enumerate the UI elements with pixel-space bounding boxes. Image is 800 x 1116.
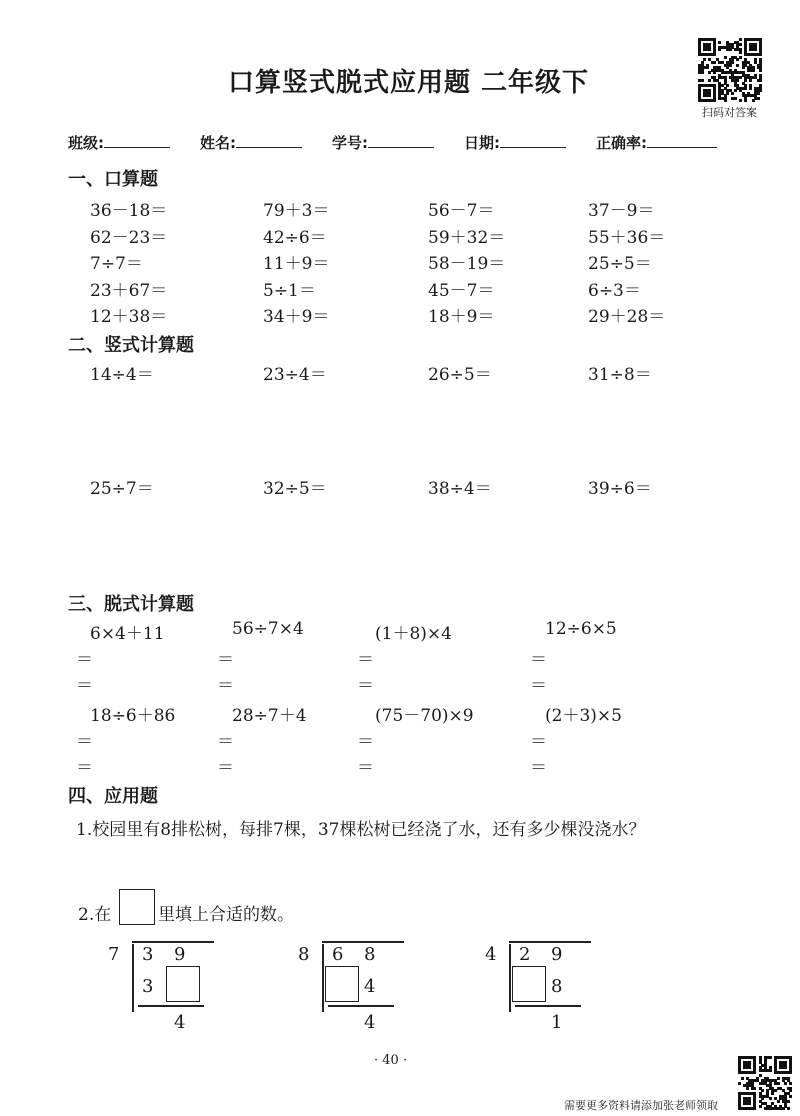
name-blank[interactable] [236,133,302,148]
division-bracket-vertical [132,944,134,1012]
qr-module [736,58,739,61]
word-problem-2-prefix: 2.在 [78,905,112,925]
qr-caption: 扫码对答案 [702,106,757,119]
divisor: 7 [108,944,120,965]
equals-sign: ＝ [357,758,374,778]
qr-module [713,61,716,64]
remainder-digit: 1 [551,1012,563,1033]
qr-module [789,1071,792,1074]
oral-problem: 36－18＝ [90,201,168,221]
qr-module [744,99,747,102]
info-accuracy [596,132,717,153]
qr-module [739,99,742,102]
section-oral-title: 一、口算题 [68,169,158,190]
qr-module [713,53,716,56]
divisor: 8 [298,944,310,965]
qr-module [706,66,709,69]
qr-module [753,1071,756,1074]
equals-sign: ＝ [357,650,374,670]
qr-module [738,1082,741,1085]
answer-qr-code[interactable] [698,38,762,102]
vertical-problem: 32÷5＝ [263,479,327,499]
equals-sign: ＝ [357,732,374,752]
vertical-problem: 26÷5＝ [428,365,492,385]
equals-sign: ＝ [530,758,547,778]
equals-sign: ＝ [217,650,234,670]
qr-module [769,1097,772,1100]
stepwise-expression: 18÷6＋86 [90,706,176,726]
oral-problem: 45－7＝ [428,280,495,301]
qr-module [787,1100,790,1103]
remainder-digit: 4 [174,1012,186,1033]
equals-sign: ＝ [76,650,93,670]
oral-problem: 12＋38＝ [90,307,168,327]
qr-module [752,69,755,72]
info-accuracy-label: 正确率: [596,134,647,152]
qr-module [761,1097,764,1100]
division-bracket-vertical [509,944,511,1012]
oral-problem: 37－9＝ [588,201,655,221]
qr-module [789,1095,792,1098]
qr-module [736,64,739,67]
equals-sign: ＝ [217,676,234,696]
page-title: 口算竖式脱式应用题 二年级下 [228,68,590,98]
oral-problem: 79＋3＝ [263,201,330,221]
equals-sign: ＝ [217,758,234,778]
division-bracket-vertical [322,944,324,1012]
info-name-label: 姓名: [200,134,236,152]
qr-module [744,87,747,90]
section-vertical-title: 二、竖式计算题 [68,335,194,356]
qr-module [734,89,737,92]
footer-note: 需要更多资料请添加张老师领取 [564,1099,718,1112]
qr-module [746,1087,749,1090]
qr-module [777,1100,780,1103]
qr-module [789,1089,792,1092]
qr-module [708,79,711,82]
equals-sign: ＝ [357,676,374,696]
oral-problem: 5÷1＝ [263,280,316,301]
qr-module [734,97,737,100]
oral-problem: 6÷3＝ [588,280,641,301]
product-digit: 3 [142,976,154,997]
qr-module [731,92,734,95]
dividend-digit: 6 [332,944,344,965]
qr-module [729,64,732,67]
qr-module [757,92,760,95]
footer-qr-code[interactable] [738,1056,792,1110]
info-date-label: 日期: [464,134,500,152]
equals-sign: ＝ [530,676,547,696]
divisor: 4 [485,944,497,965]
qr-module [757,97,760,100]
answer-box-sample [119,889,155,925]
dividend-digit: 8 [364,944,376,965]
qr-module [739,43,742,46]
qr-module [752,99,755,102]
division-bracket-top [322,941,404,943]
qr-module [742,66,745,69]
qr-module [759,53,762,56]
qr-module [777,1077,780,1080]
qr-module [782,1107,785,1110]
answer-box[interactable] [166,966,200,1002]
stepwise-expression: (75－70)×9 [375,706,474,726]
dividend-digit: 2 [519,944,531,965]
oral-problem: 25÷5＝ [588,254,652,274]
qr-module [771,1092,774,1095]
vertical-problem: 25÷7＝ [90,479,154,499]
oral-problem: 55＋36＝ [588,227,666,248]
student-no-blank[interactable] [368,133,434,148]
qr-module [759,1105,762,1108]
qr-module [774,1089,777,1092]
word-problem-1: 1.校园里有8排松树，每排7棵，37棵松树已经浇了水，还有多少棵没浇水？ [76,820,646,840]
stepwise-expression: (2＋3)×5 [545,706,622,726]
qr-module [748,1102,751,1105]
qr-module [754,48,757,51]
vertical-problem: 14÷4＝ [90,365,154,385]
qr-module [726,92,729,95]
vertical-problem: 31÷8＝ [588,365,652,385]
stepwise-expression: 6×4＋11 [90,624,165,644]
qr-module [759,69,762,72]
qr-module [759,79,762,82]
qr-module [701,71,704,74]
qr-module [701,79,704,82]
info-date [464,132,566,153]
qr-module [739,51,742,54]
qr-module [784,1066,787,1069]
oral-problem: 18＋9＝ [428,307,495,327]
dividend-digit: 9 [174,944,186,965]
qr-module [787,1107,790,1110]
division-bracket-top [509,941,591,943]
date-blank[interactable] [500,133,566,148]
equals-sign: ＝ [530,650,547,670]
product-digit: 8 [551,976,563,997]
stepwise-expression: 12÷6×5 [545,619,617,639]
word-problem-2-suffix: 里填上合适的数。 [158,905,294,925]
class-blank[interactable] [104,133,170,148]
qr-module [753,1087,756,1090]
qr-module [729,48,732,51]
equals-sign: ＝ [76,676,93,696]
qr-module [726,84,729,87]
equals-sign: ＝ [76,758,93,778]
qr-module [739,38,742,41]
info-class [68,132,170,153]
qr-module [708,94,711,97]
oral-problem: 42÷6＝ [263,227,327,248]
stepwise-expression: 56÷7×4 [232,619,304,639]
answer-box[interactable] [325,966,359,1002]
qr-module [777,1082,780,1085]
page-number: · 40 · [374,1053,408,1068]
qr-module [741,1077,744,1080]
vertical-problem: 23÷4＝ [263,365,327,385]
subtraction-line [138,1005,204,1007]
qr-module [769,1056,772,1059]
qr-module [713,99,716,102]
oral-problem: 62－23＝ [90,227,168,248]
qr-module [713,71,716,74]
section-stepwise-title: 三、脱式计算题 [68,594,194,615]
qr-module [769,1069,772,1072]
info-student-no [332,132,434,153]
equals-sign: ＝ [217,732,234,752]
oral-problem: 7÷7＝ [90,254,143,274]
qr-module [749,87,752,90]
accuracy-blank[interactable] [647,133,717,148]
qr-module [759,89,762,92]
qr-module [739,76,742,79]
oral-problem: 11＋9＝ [263,254,330,274]
oral-problem: 29＋28＝ [588,307,666,327]
equals-sign: ＝ [76,732,93,752]
qr-module [703,58,706,61]
oral-problem: 59＋32＝ [428,227,506,248]
dividend-digit: 9 [551,944,563,965]
qr-module [724,99,727,102]
subtraction-line [328,1005,394,1007]
qr-module [718,48,721,51]
qr-module [748,1066,751,1069]
vertical-problem: 39÷6＝ [588,479,652,499]
oral-problem: 56－7＝ [428,201,495,221]
answer-box[interactable] [512,966,546,1002]
info-class-label: 班级: [68,134,104,152]
qr-module [749,79,752,82]
remainder-digit: 4 [364,1012,376,1033]
equals-sign: ＝ [530,732,547,752]
oral-problem: 34＋9＝ [263,307,330,327]
qr-module [718,41,721,44]
division-bracket-top [132,941,214,943]
dividend-digit: 3 [142,944,154,965]
info-student-no-label: 学号: [332,134,368,152]
info-name [200,132,302,153]
section-word-title: 四、应用题 [68,786,158,807]
oral-problem: 23＋67＝ [90,280,168,301]
qr-module [789,1082,792,1085]
qr-module [708,48,711,51]
qr-module [739,56,742,59]
oral-problem: 58－19＝ [428,254,506,274]
stepwise-expression: 28÷7＋4 [232,706,307,726]
vertical-problem: 38÷4＝ [428,479,492,499]
subtraction-line [515,1005,581,1007]
qr-module [761,1089,764,1092]
qr-module [724,56,727,59]
qr-module [744,79,747,82]
qr-module [759,1074,762,1077]
product-digit: 4 [364,976,376,997]
stepwise-expression: (1＋8)×4 [375,624,452,644]
qr-module [753,1107,756,1110]
qr-module [784,1082,787,1085]
qr-module [708,71,711,74]
qr-module [736,79,739,82]
